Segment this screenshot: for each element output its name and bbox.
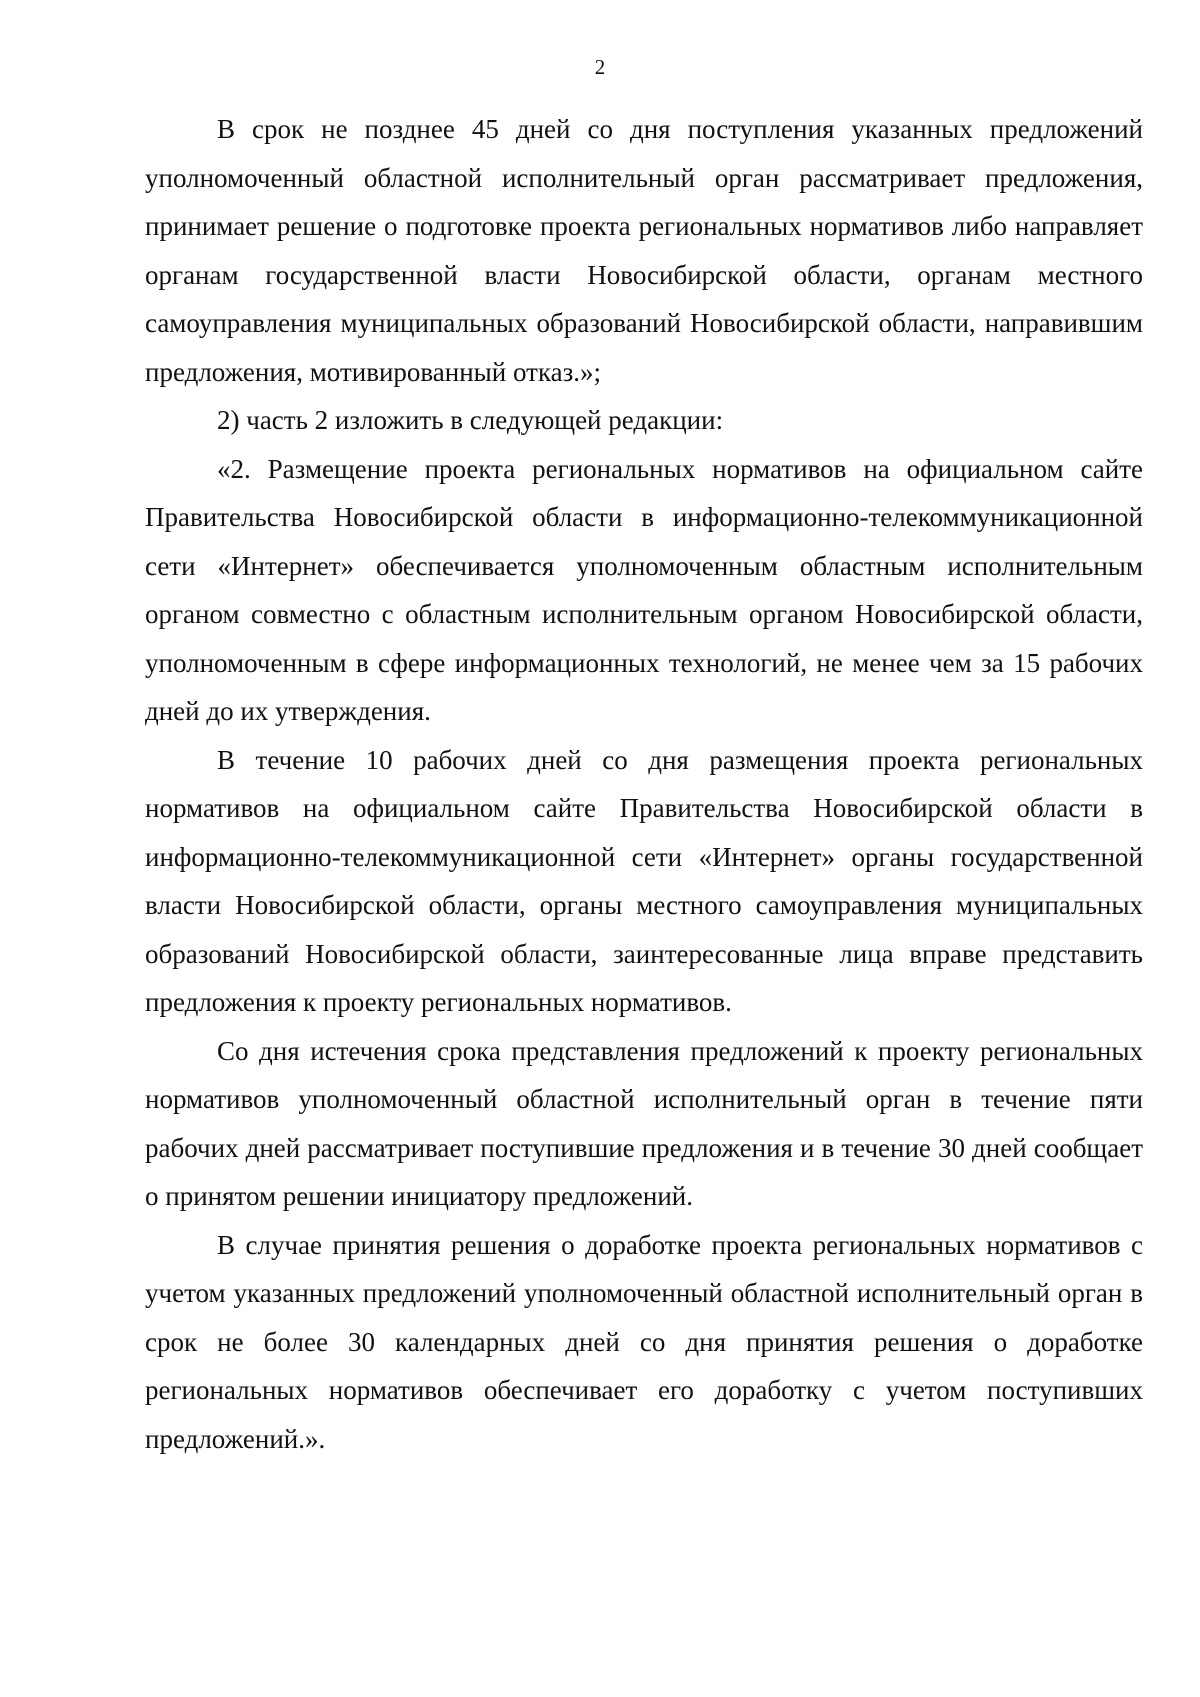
paragraph-proposal-consideration: Со дня истечения срока представления предложений к проекту региональных нормативов уполномоченный областной исполнительный орган в течение пяти рабочих дней рассматривает поступившие предложения и в течение 30 дней сообщает о принятом решении инициатору предложений. bbox=[145, 1035, 1143, 1211]
paragraph-amendment-part-2: 2) часть 2 изложить в следующей редакции: bbox=[217, 405, 724, 435]
paragraph-draft-revision: В случае принятия решения о доработке проекта региональных нормативов с учетом указанных предложений уполномоченный областной исполнительный орган в срок не более 30 календарных дней со дня принятия решения о доработке региональных нормативов обеспечивает его доработку с учетом поступивших предложений.». bbox=[145, 1229, 1143, 1454]
paragraph-draft-publication: «2. Размещение проекта региональных нормативов на официальном сайте Правительства Новосибирской области в информационно-телекоммуникационной сети «Интернет» обеспечивается уполномоченным областным исполнительным органом совместно с областным исполнительным органом Новосибирской области, уполномоченным в сфере информационных технологий, не менее чем за 15 рабочих дней до их утверждения. bbox=[145, 453, 1143, 726]
paragraph-proposal-submission-period: В течение 10 рабочих дней со дня размещения проекта региональных нормативов на официальном сайте Правительства Новосибирской области в информационно-телекоммуникационной сети «Интернет» органы государственной власти Новосибирской области, органы местного самоуправления муниципальных образований Новосибирской области, заинтересованные лица вправе представить предложения к проекту региональных нормативов. bbox=[145, 744, 1143, 1017]
paragraph-proposal-review-deadline: В срок не позднее 45 дней со дня поступления указанных предложений уполномоченный областной исполнительный орган рассматривает предложения, принимает решение о подготовке проекта региональных нормативов либо направляет органам государственной власти Новосибирской области, органам местного самоуправления муниципальных образований Новосибирской области, направившим предложения, мотивированный отказ.»; bbox=[145, 114, 1143, 387]
page-number: 2 bbox=[594, 55, 606, 79]
document-body bbox=[145, 105, 1143, 1463]
